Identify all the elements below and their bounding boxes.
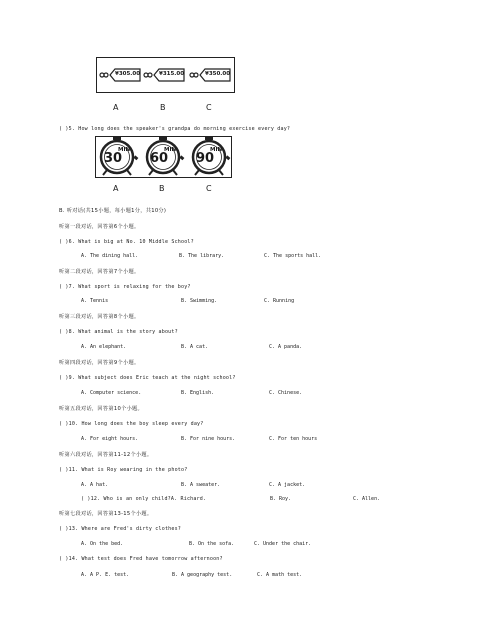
q14-option-a: A. A P. E. test. (81, 572, 130, 578)
price-label-a: A (113, 103, 119, 112)
dialog-2-note: 听第二段对话，回答第7个小题。 (59, 269, 140, 275)
clock-c-value: 90 (196, 151, 215, 166)
q13-option-a: A. On the bed. (81, 541, 124, 547)
q10-option-c: C. For ten hours (269, 436, 318, 442)
question-5: ( )5. How long does the speaker's grandpa do morning exercise every day? (59, 126, 291, 132)
q11-option-a: A. A hat. (81, 482, 109, 488)
question-9: ( )9. What subject does Eric teach at the night school? (59, 375, 236, 381)
dialog-4-note: 听第四段对话，回答第9个小题。 (59, 360, 140, 366)
q13-option-c: C. Under the chair. (254, 541, 312, 547)
clock-a-unit: MIN (118, 147, 131, 153)
price-tag-b-text: ¥315.00 (159, 71, 185, 77)
clock-a-value: 30 (104, 151, 123, 166)
section-b-heading: B. 听对话(共15小题，每小题1分，共10分) (59, 208, 167, 214)
q13-option-b: B. On the sofa. (189, 541, 235, 547)
dialog-5-note: 听第五段对话，回答第10个小题。 (59, 406, 144, 412)
question-6: ( )6. What is big at No. 10 Middle School? (59, 239, 194, 245)
clock-b-unit: MIN (164, 147, 177, 153)
question-12: ( )12. Who is an only child?A. Richard. (81, 496, 207, 502)
dialog-3-note: 听第三段对话，回答第8个小题。 (59, 314, 140, 320)
q7-option-c: C. Running (264, 298, 295, 304)
price-tag-c-text: ¥350.00 (205, 71, 231, 77)
clock-label-a: A (113, 184, 119, 193)
q7-option-b: B. Swimming. (181, 298, 218, 304)
dialog-1-note: 听第一段对话，回答第6个小题。 (59, 224, 140, 230)
q14-option-c: C. A math test. (257, 572, 303, 578)
question-10: ( )10. How long does the boy sleep every day? (59, 421, 204, 427)
price-label-c: C (206, 103, 212, 112)
clock-c-unit: MIN (210, 147, 223, 153)
q12-option-b: B. Roy. (270, 496, 292, 502)
q8-option-c: C. A panda. (269, 344, 303, 350)
q8-option-b: B. A cat. (181, 344, 209, 350)
price-label-b: B (160, 103, 166, 112)
dialog-7-note: 听第七段对话，回答第13-15个小题。 (59, 511, 153, 517)
q8-option-a: A. An elephant. (81, 344, 127, 350)
q11-option-c: C. A jacket. (269, 482, 306, 488)
price-tag-a-text: ¥305.00 (115, 71, 141, 77)
q6-option-c: C. The sports hall. (264, 253, 322, 259)
question-8: ( )8. What animal is the story about? (59, 329, 178, 335)
q10-option-b: B. For nine hours. (181, 436, 236, 442)
q9-option-c: C. Chinese. (269, 390, 303, 396)
q7-option-a: A. Tennis (81, 298, 109, 304)
q9-option-b: B. English. (181, 390, 215, 396)
question-14: ( )14. What test does Fred have tomorrow afternoon? (59, 556, 223, 562)
clock-b-value: 60 (150, 151, 169, 166)
q9-option-a: A. Computer science. (81, 390, 142, 396)
q12-option-c: C. Allen. (353, 496, 381, 502)
q10-option-a: A. For eight hours. (81, 436, 139, 442)
q6-option-b: B. The library. (179, 253, 225, 259)
q6-option-a: A. The dining hall. (81, 253, 139, 259)
question-7: ( )7. What sport is relaxing for the boy? (59, 284, 191, 290)
q14-option-b: B. A geography test. (172, 572, 233, 578)
q11-option-b: B. A sweater. (181, 482, 221, 488)
clock-label-b: B (159, 184, 165, 193)
clock-label-c: C (206, 184, 212, 193)
question-13: ( )13. Where are Fred's dirty clothes? (59, 526, 181, 532)
question-11: ( )11. What is Roy wearing in the photo? (59, 467, 188, 473)
dialog-6-note: 听第六段对话，回答第11-12个小题。 (59, 452, 153, 458)
